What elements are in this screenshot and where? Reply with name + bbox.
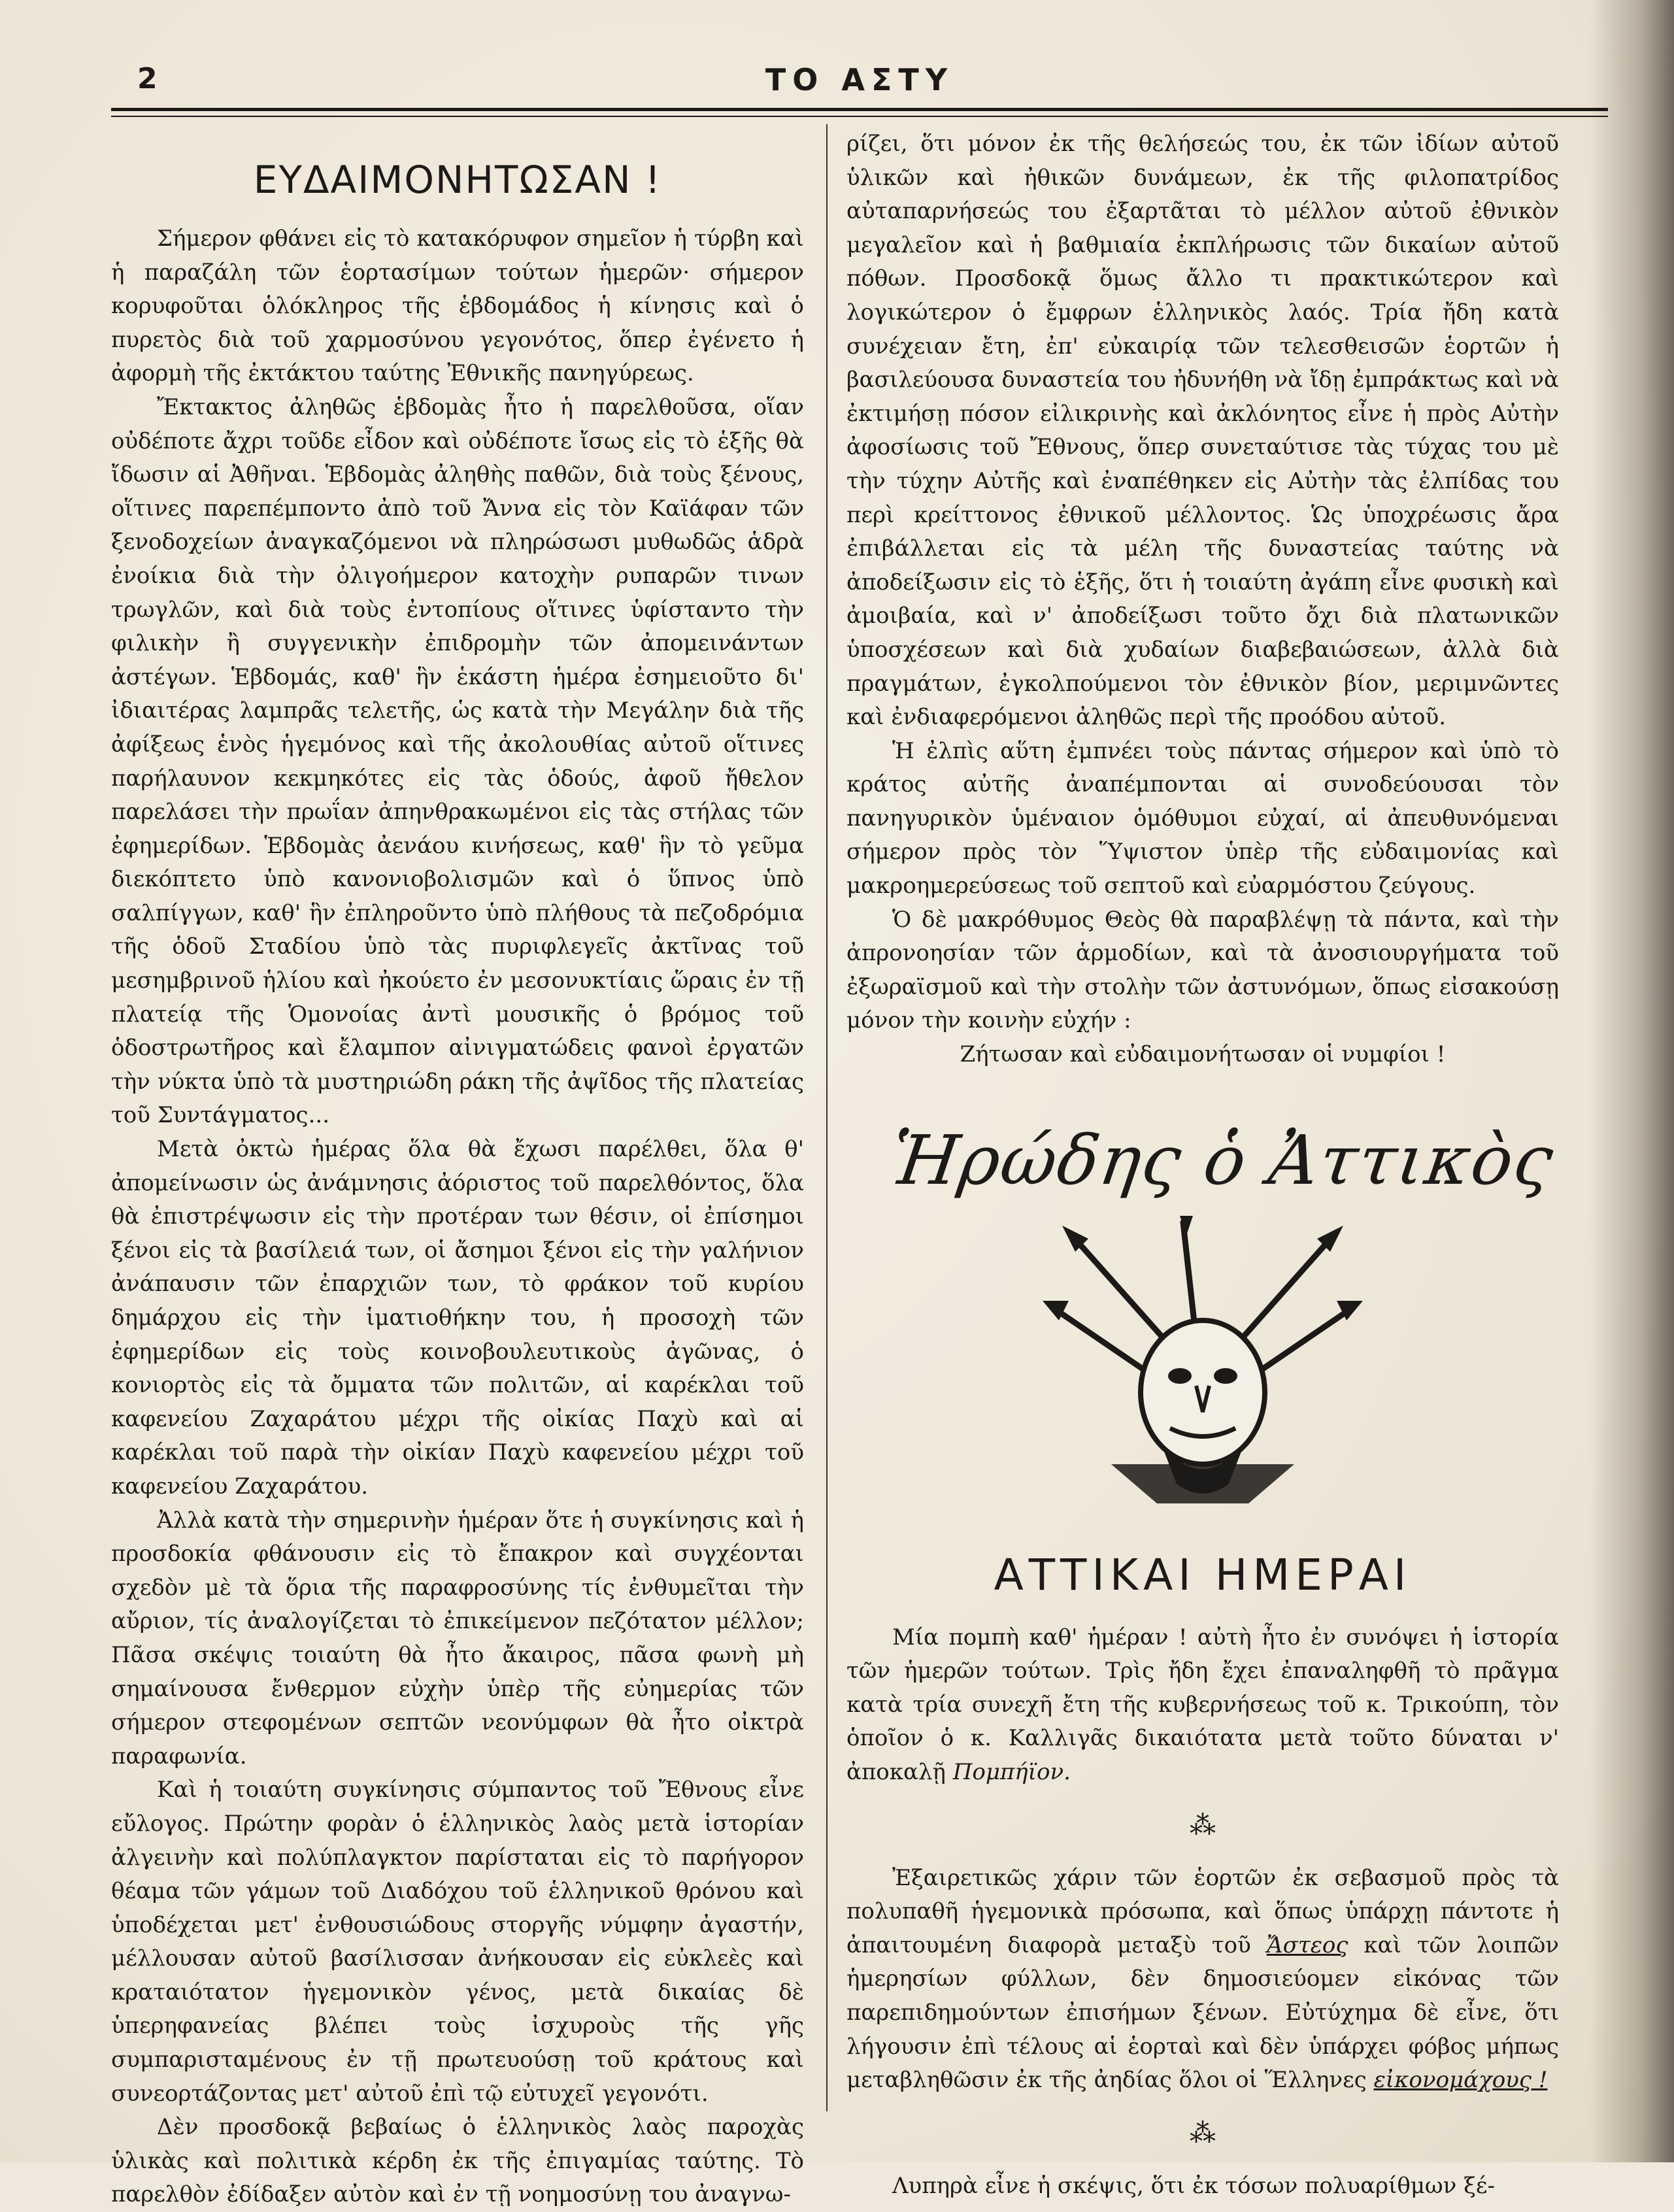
header-rule xyxy=(111,108,1608,111)
article-paragraph: Δὲν προσδοκᾷ βεβαίως ὁ ἑλληνικὸς λαὸς παροχὰς ὑλικὰς καὶ πολιτικὰ κέρδη ἐκ τῆς ἐπιγαμίας ταύτης. Τὸ παρελθὸν ἐδίδαξεν αὐτὸν καὶ ἐν τῇ νοημοσύνῃ του ἀναγνω- xyxy=(111,2114,804,2208)
emphasis-text: Πομπήϊον. xyxy=(952,1759,1071,1785)
article-paragraph: Καὶ ἡ τοιαύτη συγκίνησις σύμπαντος τοῦ Ἔθνους εἶνε εὔλογος. Πρώτην φορὰν ὁ ἑλληνικὸς λαὸς μετὰ ἱστορίαν ἀλγεινὴν καὶ πολύπλαγκτον παρίσταται εἰς τὸ παρήγορον θέαμα τῶν γάμων τοῦ Διαδόχου τοῦ ἑλληνικοῦ θρόνου καὶ ὑποδέχεται μετ' ἐνθουσιώδους στοργῆς νύμφην ἀγαστήν, μέλλουσαν αὐτοῦ βασίλισσαν ἀνήκουσαν εἰς εὐκλεὲς καὶ κραταιότατον ἡγεμονικὸν γένος, μετὰ δικαίας δὲ ὑπερηφανείας βλέπει τοὺς ἰσχυροὺς τῆς γῆς συμπαρισταμένους ἐν τῇ πρωτευούσῃ τοῦ κράτους καὶ συνεορτάζοντας μετ' αὐτοῦ ἐπὶ τῷ εὐτυχεῖ γεγονότι. xyxy=(111,1777,804,2107)
masked-head-with-spears-icon xyxy=(1033,1216,1373,1523)
page-header xyxy=(111,62,1608,108)
header-rule-thin xyxy=(111,116,1608,117)
article-paragraph: Ὁ δὲ μακρόθυμος Θεὸς θὰ παραβλέψῃ τὰ πάντα, καὶ τὴν ἀπρονοησίαν τῶν ἁρμοδίων, καὶ τὰ ἀνοσιουργήματα τοῦ ἐξωραϊσμοῦ καὶ τὴν στολὴν τῶν ἀστυνόμων, ὅπως εἰσακούσῃ μόνον τὴν κοινὴν εὐχήν : xyxy=(846,906,1559,1034)
article-paragraph: Ἔκτακτος ἀληθῶς ἑβδομὰς ἦτο ἡ παρελθοῦσα, οἵαν οὐδέποτε ἄχρι τοῦδε εἶδον καὶ οὐδέποτε ἴσως εἰς τὸ ἑξῆς θὰ ἴδωσιν αἱ Ἀθῆναι. Ἑβδομὰς ἀληθὴς παθῶν, διὰ τοὺς ξένους, οἵτινες παρεπέμποντο ἀπὸ τοῦ Ἄννα εἰς τὸν Καϊάφαν τῶν ξενοδοχείων ἀναγκαζόμενοι νὰ πληρώσωσι μυθωδῶς ἁδρὰ ἐνοίκια διὰ τὴν ὀλιγοήμερον κατοχὴν ρυπαρῶν τινων τρωγλῶν, καὶ διὰ τοὺς ἐντοπίους οἵτινες ὑφίσταντο τὴν φιλικὴν ἢ συγγενικὴν ἐπιδρομὴν τῶν ἀπομεινάντων ἀστέγων. Ἑβδομάς, καθ' ἣν ἑκάστη ἡμέρα ἐσημειοῦτο δι' ἰδιαιτέρας λαμπρᾶς τελετῆς, ὡς κατὰ τὴν Μεγάλην διὰ τῆς ἀφίξεως ἑνὸς ἡγεμόνος καὶ τῆς ἀκολουθίας αὐτοῦ οἵτινες παρήλαυνον κεκμηκότες εἰς τὰς ὁδούς, ἀφοῦ ἤθελον παρελάσει τὴν πρωΐαν ἀπηνθρακωμένοι εἰς τὰς στήλας τῶν ἐφημερίδων. Ἑβδομὰς ἀενάου κινήσεως, καθ' ἣν τὸ γεῦμα διεκόπτετο ὑπὸ κανονιοβολισμῶν καὶ ὁ ὕπνος ὑπὸ σαλπίγγων, καθ' ἣν ἐπληροῦντο ὑπὸ πλήθους τὰ πεζοδρόμια τῆς ὁδοῦ Σταδίου ὑπὸ τὰς πυριφλεγεῖς ἀκτῖνας τοῦ μεσημβρινοῦ ἡλίου καὶ ἠκούετο ἐν μεσονυκτίαις ὥραις ἐν τῇ πλατείᾳ τῆς Ὁμονοίας ἀντὶ μουσικῆς ὁ βρόμος τοῦ ὁδοστρωτῆρος καὶ ἔλαμπον αἰνιγματώδεις φανοὶ ἐργατῶν τὴν νύκτα ὑπὸ τὰ μυστηριώδη ράκη τῆς ἀψῖδος τῆς πλατείας τοῦ Συντάγματος... xyxy=(111,394,804,1129)
article-paragraph: Μετὰ ὀκτὼ ἡμέρας ὅλα θὰ ἔχωσι παρέλθει, ὅλα θ' ἀπομείνωσιν ὡς ἀνάμνησις ἀόριστος τοῦ παρελθόντος, ὅλα θὰ ἐπιστρέψωσιν εἰς τὴν προτέραν των θέσιν, οἱ ἐπίσημοι ξένοι εἰς τὰ βασίλειά των, οἱ ἄσημοι ξένοι εἰς τὴν γαλήνιον ἀνάπαυσιν τῶν ἐπαρχιῶν των, τὸ φράκον τοῦ κυρίου δημάρχου εἰς τὴν ἱματιοθήκην του, ἡ προσοχὴ τῶν ἐφημερίδων εἰς τοὺς κοινοβουλευτικοὺς ἀγῶνας, ὁ κονιορτὸς εἰς τὰ ὄμματα τῶν πολιτῶν, αἱ καρέκλαι τοῦ καφενείου Ζαχαράτου μέχρι τῆς οἰκίας Παχὺ καὶ αἱ καρέκλαι τοῦ παρὰ τὴν οἰκίαν Παχὺ καφενείου μέχρι τοῦ καφενείου Ζαχαράτου. xyxy=(111,1136,804,1500)
page-number: 2 xyxy=(137,62,158,95)
asterism-divider: ⁂ xyxy=(1190,1810,1216,1841)
section-text: Ἐξαιρετικῶς χάριν τῶν ἑορτῶν ἐκ σεβασμοῦ πρὸς τὰ πολυπαθῆ ἡγεμονικὰ πρόσωπα, καὶ ὅπως ὑπάρχῃ πάντοτε ἡ ἀπαιτουμένη διαφορὰ μεταξὺ τοῦ xyxy=(846,1864,1559,1958)
section-title: ΑΤΤΙΚΑΙ ΗΜΕΡΑΙ xyxy=(994,1549,1412,1600)
section-text: καὶ τῶν λοιπῶν ἡμερησίων φύλλων, δὲν δημοσιεύομεν εἰκόνας τῶν παρεπιδημούντων ἐπισήμων ξένων. Εὐτύχημα δὲ εἶνε, ὅτι λήγουσιν ἐπὶ τέλους αἱ ἑορταὶ καὶ δὲν ὑπάρχει φόβος μήπως μεταβληθῶσιν ἐκ τῆς ἀηδίας ὅλοι οἱ Ἕλληνες xyxy=(846,1932,1559,2094)
article-paragraph: Σήμερον φθάνει εἰς τὸ κατακόρυφον σημεῖον ἡ τύρβη καὶ ἡ παραζάλη τῶν ἑορτασίμων τούτων ἡμερῶν· σήμερον κορυφοῦται ὁλόκληρος τῆς ἑβδομάδος ἡ κίνησις καὶ ὁ πυρετὸς διὰ τοῦ χαρμοσύνου γεγονότος, ὅπερ ἐγένετο ἡ ἀφορμὴ τῆς ἐκτάκτου ταύτης Ἐθνικῆς πανηγύρεως. xyxy=(111,226,804,387)
section-text: Μία πομπὴ καθ' ἡμέραν ! αὐτὴ ἦτο ἐν συνόψει ἡ ἱστορία τῶν ἡμερῶν τούτων. Τρὶς ἤδη ἔχει ἐπαναληφθῆ τὸ πρᾶγμα κατὰ τρία συνεχῆ ἔτη τῆς κυβερνήσεως τοῦ κ. Τρικούπη, τὸν ὁποῖον ὁ κ. Καλλιγᾶς δικαιότατα μετὰ τοῦτο δύναται ν' ἀποκαλῇ xyxy=(846,1624,1559,1785)
article-title: ΕΥΔΑΙΜΟΝΗΤΩΣΑΝ ! xyxy=(253,158,662,202)
left-column xyxy=(111,127,804,2212)
closing-cheer: Ζήτωσαν καὶ εὐδαιμονήτωσαν οἱ νυμφίοι ! xyxy=(960,1041,1446,1068)
article-paragraph: Ἀλλὰ κατὰ τὴν σημερινὴν ἡμέραν ὅτε ἡ συγκίνησις καὶ ἡ προσδοκία φθάνουσιν εἰς τὸ ἔπακρον καὶ συγχέονται σχεδὸν μὲ τὰ ὅρια τῆς παραφροσύνης τίς ἐνθυμεῖται τὴν αὔριον, τίς ἀναλογίζεται τὸ ἐπικείμενον πεζότατον μέλλον; Πᾶσα σκέψις τοιαύτη θὰ ἦτο ἄκαιρος, πᾶσα φωνὴ μὴ σημαίνουσα ἔνθερμον εὐχὴν ὑπὲρ τῆς εὐημερίας τῶν σήμερον στεφομένων σεπτῶν νεονύμφων θὰ ἦτο οἰκτρὰ παραφωνία. xyxy=(111,1507,804,1769)
section-paragraph xyxy=(846,1621,1559,1790)
section-paragraph xyxy=(846,1862,1559,2098)
author-signature: Ἡρώδης ὁ Ἀττικὸς xyxy=(885,1120,1560,1200)
emphasis-text: Ἄστεος xyxy=(1266,1932,1348,1958)
column-divider xyxy=(826,124,828,2111)
section-paragraph: Λυπηρὰ εἶνε ἡ σκέψις, ὅτι ἐκ τόσων πολυαρίθμων ξέ- xyxy=(892,2172,1495,2199)
masthead: ΤΟ ΑΣΤΥ xyxy=(765,62,954,97)
emphasis-text: εἰκονομάχους ! xyxy=(1373,2067,1548,2094)
article-paragraph: ρίζει, ὅτι μόνον ἐκ τῆς θελήσεώς του, ἐκ τῶν ἰδίων αὐτοῦ ὑλικῶν καὶ ἠθικῶν δυνάμεων, ἐκ τῆς φιλοπατρίδος αὐταπαρνήσεώς του ἐξαρτᾶται τὸ μέλλον αὐτοῦ ἐθνικὸν μεγαλεῖον καὶ ἡ βαθμιαία ἐκπλήρωσις τῶν δικαίων αὐτοῦ πόθων. Προσδοκᾷ ὅμως ἄλλο τι πρακτικώτερον καὶ λογικώτερον ὁ ἔμφρων ἑλληνικὸς λαός. Τρία ἤδη κατὰ συνέχειαν ἔτη, ἐπ' εὐκαιρίᾳ τῶν τελεσθεισῶν ἑορτῶν ἡ βασιλεύουσα δυναστεία του ἠδυνήθη νὰ ἴδῃ ἐμπράκτως καὶ νὰ ἐκτιμήσῃ πόσον εἰλικρινὴς καὶ ἀκλόνητος εἶνε ἡ πρὸς Αὐτὴν ἀφοσίωσις τοῦ Ἔθνους, ὅπερ συνεταύτισε τὰς τύχας του μὲ τὴν τύχην Αὐτῆς καὶ ἐναπέθηκεν εἰς Αὐτὴν τὰς ἐλπίδας του περὶ κρείττονος ἐθνικοῦ μέλλοντος. Ὡς ὑποχρέωσις ἄρα ἐπιβάλλεται εἰς τὰ μέλη τῆς δυναστείας ταύτης νὰ ἀποδείξωσιν εἰς τὸ ἑξῆς, ὅτι ἡ τοιαύτη ἀγάπη εἶνε φυσικὴ καὶ ἀμοιβαία, καὶ ν' ἀποδείξωσι τοῦτο ὄχι διὰ πλατωνικῶν ὑποσχέσεων καὶ διὰ χυδαίων διαβεβαιώσεων, ἀλλὰ διὰ πραγμάτων, ἐγκολπούμενοι τὸν ἐθνικὸν βίον, μεριμνῶντες καὶ ἐνδιαφερόμενοι ἀληθῶς περὶ τῆς προόδου αὐτοῦ. xyxy=(846,131,1559,731)
article-paragraph: Ἡ ἐλπὶς αὕτη ἐμπνέει τοὺς πάντας σήμερον καὶ ὑπὸ τὸ κράτος αὐτῆς ἀναπέμπονται αἱ συνοδεύουσαι τὸν πανηγυρικὸν ὑμέναιον ὁμόθυμοι εὐχαί, αἱ ἀπευθυνόμεναι σήμερον πρὸς τὸν Ὕψιστον ὑπὲρ τῆς εὐδαιμονίας καὶ μακροημερεύσεως τοῦ σεπτοῦ καὶ εὐαρμόστου ζεύγους. xyxy=(846,737,1559,899)
asterism-divider: ⁂ xyxy=(1190,2118,1216,2149)
right-column xyxy=(846,127,1559,2203)
page-edge-shadow xyxy=(1589,0,1674,2162)
